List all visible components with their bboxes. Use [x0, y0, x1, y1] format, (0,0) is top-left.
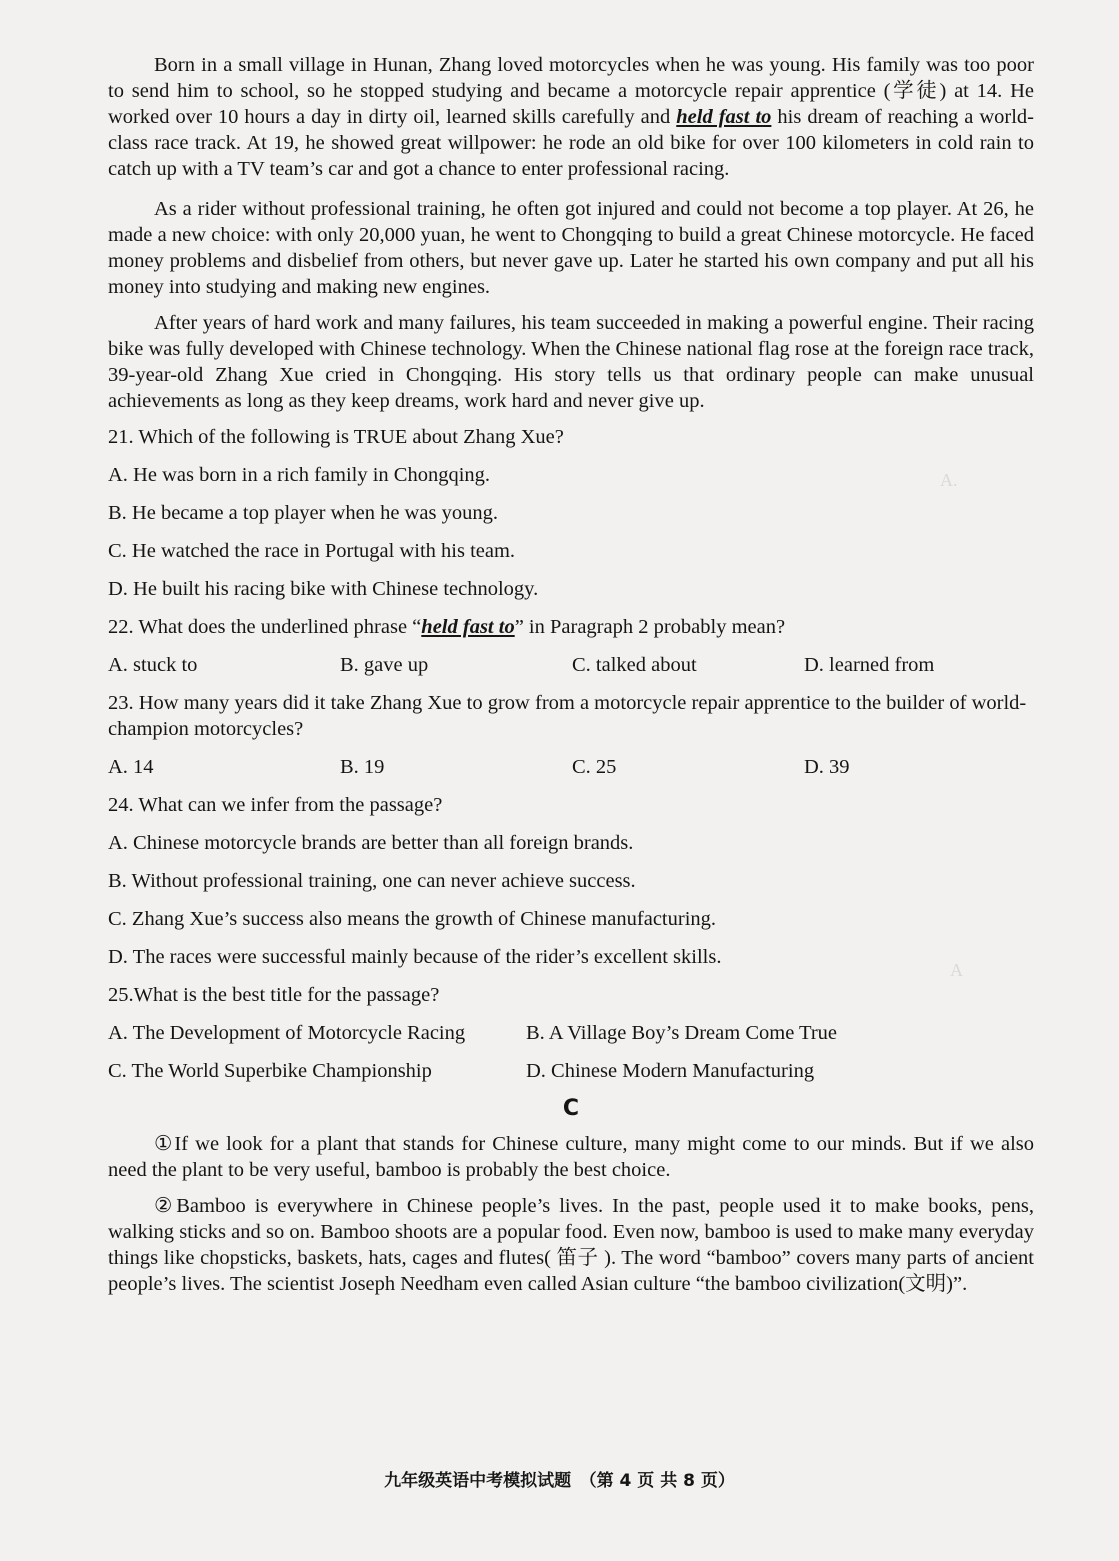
option-a: A. stuck to [108, 654, 198, 676]
question-24 [108, 792, 1034, 970]
options-row [108, 652, 1034, 678]
option-a: A. 14 [108, 756, 154, 778]
passage-paragraph-2: As a rider without professional training, he often got injured and could not become a top player. At 26, he made a new choice: with only 20,000 yuan, he went to Chongqing to build a great Chinese motorcycle. He faced money problems and disbelief from others, but never gave up. Later he started his own company and put all his money into studying and making new engines. [108, 198, 1034, 298]
options-row [108, 1058, 1034, 1084]
section-heading: C [562, 1096, 580, 1121]
question-23 [108, 690, 1034, 780]
question-text: 25.What is the best title for the passage? [108, 984, 440, 1006]
option-c: C. He watched the race in Portugal with his team. [108, 540, 516, 562]
option-d: D. The races were successful mainly because of the rider’s excellent skills. [108, 946, 722, 968]
underlined-phrase: held fast to [421, 616, 515, 638]
page-content [108, 52, 1034, 1307]
option-b: B. gave up [340, 654, 429, 676]
option-a: A. Chinese motorcycle brands are better than all foreign brands. [108, 832, 634, 854]
passage-paragraph-1: Born in a small village in Hunan, Zhang loved motorcycles when he was young. His family was too poor to send him to school, so he stopped studying and became a motorcycle repair apprentice (学徒) at 14. He worked over 10 hours a day in dirty oil, learned skills carefully and held fast to his dream of reaching a world-class race track. At 19, he showed great willpower: he rode an old bike for over 100 kilometers in cold rain to catch up with a TV team’s car and got a chance to enter professional racing. [108, 54, 1034, 180]
question-22 [108, 614, 1034, 678]
option-b: B. A Village Boy’s Dream Come True [526, 1022, 838, 1044]
bleed-through-text: A. [940, 470, 958, 490]
option-a: A. The Development of Motorcycle Racing [108, 1022, 466, 1044]
bleed-through-text: A [950, 960, 963, 980]
option-c: C. talked about [572, 654, 697, 676]
option-d: D. He built his racing bike with Chinese technology. [108, 578, 539, 600]
option-c: C. Zhang Xue’s success also means the growth of Chinese manufacturing. [108, 908, 717, 930]
option-d: D. 39 [804, 756, 850, 778]
question-21 [108, 424, 1034, 602]
option-b: B. 19 [340, 756, 385, 778]
option-d: D. learned from [804, 654, 935, 676]
option-c: C. The World Superbike Championship [108, 1060, 432, 1082]
section-c-paragraph-1: ①If we look for a plant that stands for Chinese culture, many might come to our minds. But if we also need the plant to be very useful, bamboo is probably the best choice. [108, 1133, 1034, 1181]
question-text: 21. Which of the following is TRUE about Zhang Xue? [108, 426, 564, 448]
option-c: C. 25 [572, 756, 617, 778]
options-row [108, 754, 1034, 780]
page-footer: 九年级英语中考模拟试题 （第 4 页 共 8 页） [384, 1471, 735, 1491]
option-b: B. He became a top player when he was young. [108, 502, 498, 524]
passage-paragraph-3: After years of hard work and many failures, his team succeeded in making a powerful engine. Their racing bike was fully developed with Chinese technology. When the Chinese national flag rose at the foreign race track, 39-year-old Zhang Xue cried in Chongqing. His story tells us that ordinary people can make unusual achievements as long as they keep dreams, work hard and never give up. [108, 312, 1034, 412]
section-c-paragraph-2: ②Bamboo is everywhere in Chinese people’s lives. In the past, people used it to make books, pens, walking sticks and so on. Bamboo shoots are a popular food. Even now, bamboo is used to make many everyday things like chopsticks, baskets, hats, cages and flutes( 笛子 ). The word “bamboo” covers many parts of ancient people’s lives. The scientist Joseph Needham even called Asian culture “the bamboo civilization(文明)”. [108, 1195, 1034, 1295]
options-row [108, 1020, 1034, 1046]
option-b: B. Without professional training, one can never achieve success. [108, 870, 636, 892]
question-text: 24. What can we infer from the passage? [108, 794, 443, 816]
question-text: 22. What does the underlined phrase “held fast to” in Paragraph 2 probably mean? [108, 616, 786, 638]
option-a: A. He was born in a rich family in Chongqing. [108, 464, 491, 486]
question-25 [108, 982, 1034, 1084]
option-d: D. Chinese Modern Manufacturing [526, 1060, 815, 1082]
underlined-phrase: held fast to [676, 106, 772, 128]
question-text: 23. How many years did it take Zhang Xue to grow from a motorcycle repair apprentice to the builder of world-champion motorcycles? [108, 692, 1027, 740]
